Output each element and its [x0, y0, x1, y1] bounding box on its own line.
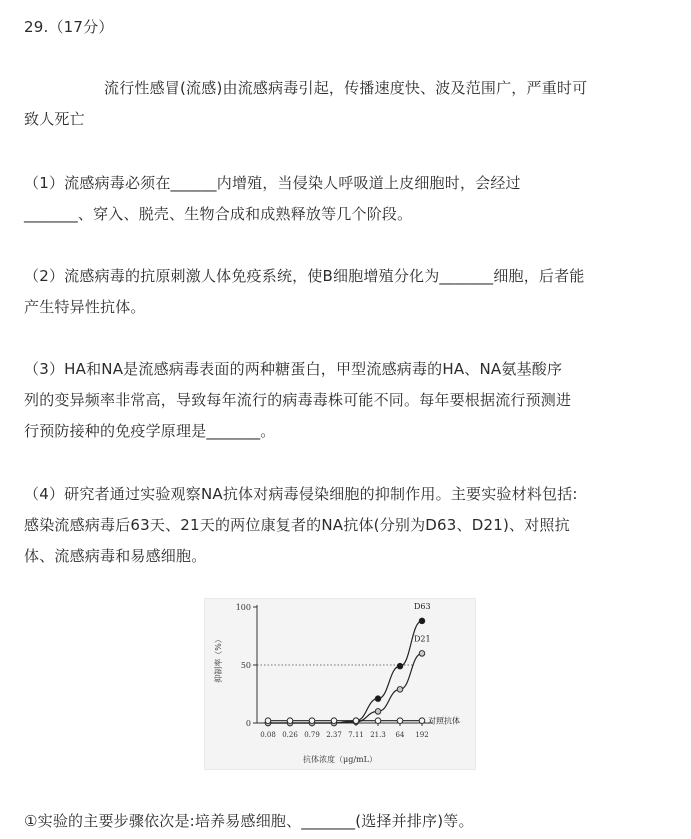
- x-tick-label: 7.11: [348, 731, 364, 739]
- part-3-line-1: （3）HA和NA是流感病毒表面的两种糖蛋白，甲型流感病毒的HA、NA氨基酸序: [24, 360, 563, 378]
- y-tick-label: 100: [235, 603, 251, 612]
- intro-line-1: 流行性感冒(流感)由流感病毒引起，传播速度快、波及范围广，严重时可: [104, 79, 588, 97]
- inhibition-rate-chart: [204, 598, 476, 770]
- part-4-line-2: 感染流感病毒后63天、21天的两位康复者的NA抗体(分别为D63、D21)、对照抗: [24, 516, 570, 534]
- series-line-1: [268, 621, 422, 723]
- part-1-line-2: _______、穿入、脱壳、生物合成和成熟释放等几个阶段。: [24, 205, 413, 223]
- series-point-3: [375, 718, 381, 724]
- x-tick-label: 0.79: [304, 731, 320, 739]
- x-axis-label: 抗体浓度（μg/mL）: [303, 755, 377, 764]
- series-point-3: [397, 718, 403, 724]
- question-header: 29.（17分）: [24, 18, 114, 36]
- x-tick-label: 64: [395, 731, 405, 739]
- part-1-line-1: （1）流感病毒必须在______内增殖，当侵染人呼吸道上皮细胞时，会经过: [24, 174, 521, 192]
- series-point-2: [375, 709, 381, 715]
- y-tick-label: 50: [240, 661, 251, 670]
- series-point-3: [419, 718, 425, 724]
- part-4-line-1: （4）研究者通过实验观察NA抗体对病毒侵染细胞的抑制作用。主要实验材料包括:: [24, 485, 578, 503]
- series-point-3: [331, 718, 337, 724]
- series-point-2: [419, 651, 425, 657]
- series-point-3: [353, 718, 359, 724]
- series-label-1: D63: [414, 601, 431, 611]
- series-point-2: [397, 687, 403, 693]
- part-2-line-2: 产生特异性抗体。: [24, 298, 146, 316]
- x-tick-label: 21.3: [370, 731, 386, 739]
- series-point-3: [309, 718, 315, 724]
- series-point-1: [397, 663, 403, 669]
- x-tick-label: 192: [415, 731, 429, 739]
- x-tick-label: 0.26: [282, 731, 298, 739]
- part-4-line-3: 体、流感病毒和易感细胞。: [24, 547, 207, 565]
- part-2-line-1: （2）流感病毒的抗原刺激人体免疫系统，使B细胞增殖分化为_______细胞，后者能: [24, 267, 585, 285]
- series-point-1: [375, 696, 381, 702]
- y-tick-label: 0: [245, 719, 251, 728]
- y-axis-label: 抑制率（%）: [214, 635, 223, 683]
- x-tick-label: 2.37: [326, 731, 342, 739]
- series-point-3: [265, 718, 271, 724]
- intro-line-2: 致人死亡: [24, 110, 85, 128]
- series-label-2: D21: [414, 634, 431, 644]
- part-3-line-2: 列的变异频率非常高，导致每年流行的病毒毒株可能不同。每年要根据流行预测进: [24, 391, 572, 409]
- series-point-1: [419, 618, 425, 624]
- x-tick-label: 0.08: [260, 731, 276, 739]
- step-line: ①实验的主要步骤依次是:培养易感细胞、_______(选择并排序)等。: [24, 812, 474, 830]
- part-3-line-3: 行预防接种的免疫学原理是_______。: [24, 422, 276, 440]
- series-label-3: 对照抗体: [428, 716, 460, 726]
- series-point-3: [287, 718, 293, 724]
